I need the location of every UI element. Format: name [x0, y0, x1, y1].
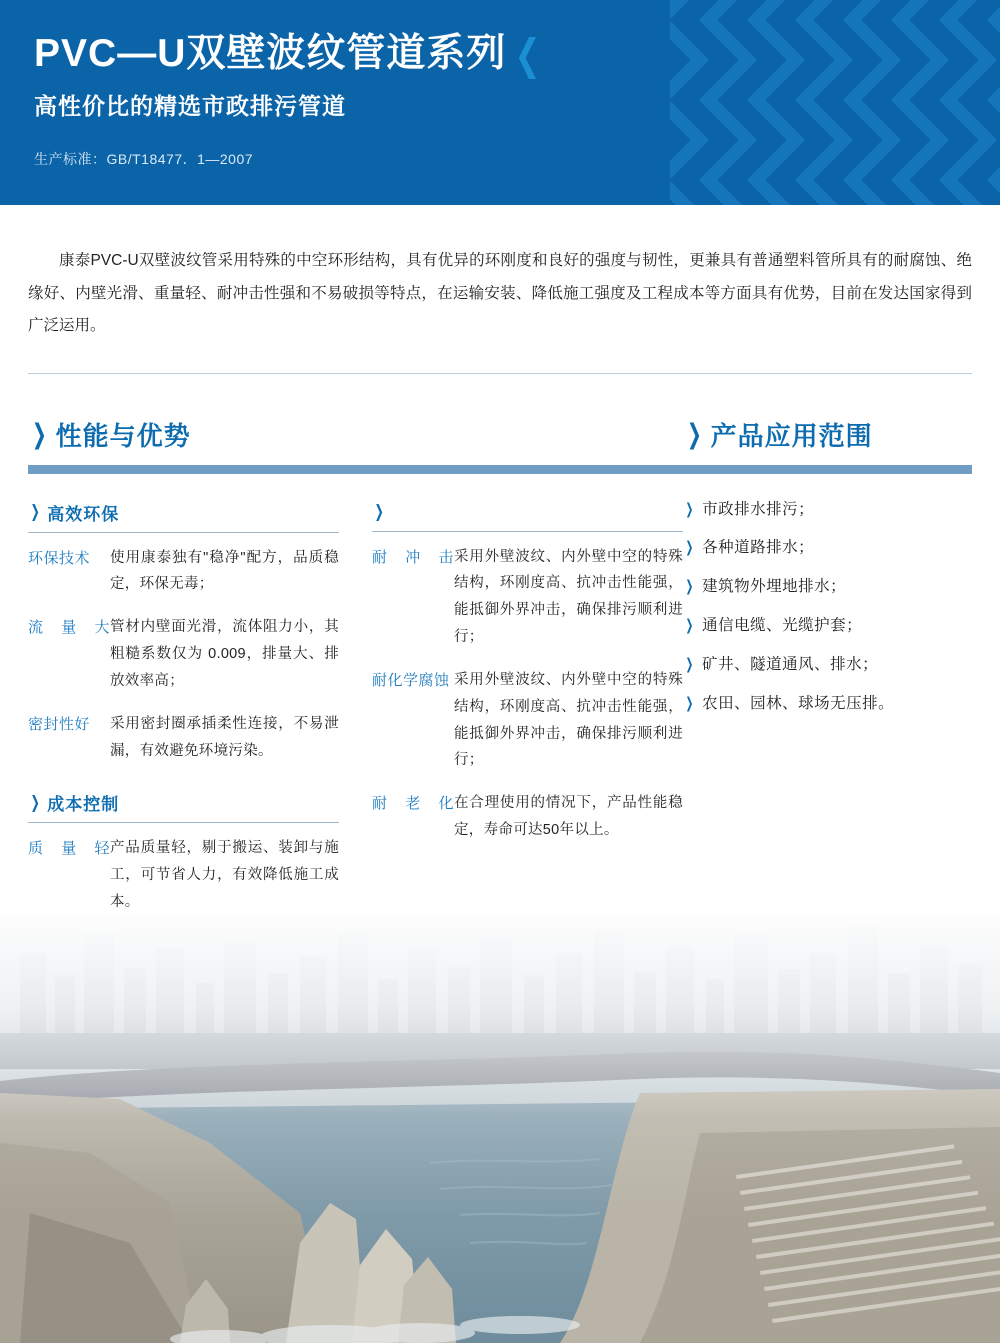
feature-item [372, 667, 683, 774]
feature-item [372, 790, 683, 844]
list-item-label: 矿井、隧道通风、排水； [702, 655, 879, 673]
list-item-label: 通信电缆、光缆护套； [702, 617, 863, 635]
list-item [683, 692, 972, 717]
chevron-left-icon: ❮ [514, 31, 542, 78]
application-section-heading [683, 416, 972, 453]
group-eco-heading [28, 500, 339, 533]
feature-desc: 在合理使用的情况下，产品性能稳定，寿命可达50年以上。 [454, 795, 683, 838]
feature-label: 耐 老 化 [372, 795, 454, 813]
group-durability-heading [372, 500, 683, 532]
production-standard: 生产标准：GB/T18477．1—2007 [34, 151, 254, 167]
chevron-right-icon: ❯ [685, 578, 694, 596]
performance-section-heading [28, 416, 683, 453]
feature-item [28, 711, 339, 765]
application-list [683, 498, 972, 717]
page-title: PVC—U双壁波纹管道系列 [34, 32, 507, 75]
intro-text: 康泰PVC-U双壁波纹管采用特殊的中空环形结构，具有优异的环刚度和良好的强度与韧性，更兼具有普通塑料管所具有的耐腐蚀、绝缘好、内壁光滑、重量轻、耐冲击性强和不易破损等特点，在运输安装、降低施工强度及工程成本等方面具有优势，目前在发达国家得到广泛运用。 [28, 252, 972, 335]
chevron-right-icon: ❯ [685, 617, 694, 635]
list-item-label: 农田、园林、球场无压排。 [702, 694, 895, 712]
performance-title: 性能与优势 [55, 420, 191, 451]
feature-item [28, 545, 339, 599]
group-eco [28, 500, 339, 932]
feature-desc: 使用康泰独有"稳净"配方，品质稳定，环保无毒； [110, 549, 339, 593]
content-area [0, 416, 1000, 932]
feature-label: 质 量 轻 [28, 840, 110, 858]
feature-label: 环保技术 [28, 549, 91, 567]
feature-desc: 管材内壁面光滑，流体阻力小，其粗糙系数仅为 0.009，排量大、排放效率高； [110, 619, 339, 689]
feature-desc: 采用密封圈承插柔性连接，不易泄漏，有效避免环境污染。 [110, 715, 339, 759]
group-cost-heading [28, 790, 339, 823]
feature-desc: 采用外壁波纹、内外壁中空的特殊结构，环刚度高、抗冲击性能强，能抵御外界冲击，确保排污顺利进行； [454, 548, 683, 646]
feature-item [372, 544, 683, 651]
list-item-label: 建筑物外埋地排水； [702, 578, 847, 596]
background-photo [0, 913, 1000, 1343]
application-column [683, 416, 972, 932]
group-durability [372, 500, 683, 932]
list-item-label: 市政排水排污； [702, 500, 815, 518]
chevron-right-icon: ❯ [685, 694, 694, 712]
feature-desc: 采用外壁波纹、内外壁中空的特殊结构，环刚度高、抗冲击性能强，能抵御外界冲击，确保排污顺利进行； [454, 671, 683, 769]
list-item-label: 各种道路排水； [702, 539, 815, 557]
chevron-right-icon: ❯ [685, 500, 694, 518]
feature-item [28, 835, 339, 915]
list-item [683, 614, 972, 639]
feature-label: 耐化学腐蚀 [372, 671, 450, 689]
chevron-right-icon: ❯ [30, 792, 40, 812]
application-divider [683, 465, 972, 474]
feature-label: 耐 冲 击 [372, 548, 454, 566]
performance-divider [28, 465, 683, 474]
chevron-right-icon: ❯ [685, 655, 694, 673]
list-item [683, 498, 972, 523]
list-item [683, 536, 972, 561]
performance-groups [28, 500, 683, 932]
chevron-right-icon: ❯ [30, 502, 40, 522]
photo-fade-overlay [0, 913, 1000, 1343]
feature-desc: 产品质量轻，剔于搬运、装卸与施工，可节省人力，有效降低施工成本。 [110, 840, 339, 910]
feature-label: 流 量 大 [28, 619, 110, 637]
feature-label: 密封性好 [28, 715, 91, 733]
performance-column [28, 416, 683, 932]
page-subtitle: 高性价比的精选市政排污管道 [34, 93, 346, 119]
page-header [0, 0, 1000, 205]
chevron-right-icon: ❯ [686, 418, 702, 449]
application-title: 产品应用范围 [710, 420, 873, 451]
header-title-row [34, 31, 1000, 78]
list-item [683, 575, 972, 600]
intro-block [28, 245, 972, 374]
group-cost-title: 成本控制 [47, 795, 120, 815]
chevron-right-icon: ❯ [685, 539, 694, 557]
chevron-right-icon: ❯ [31, 418, 47, 449]
chevron-right-icon: ❯ [374, 501, 384, 521]
list-item [683, 653, 972, 678]
feature-item [28, 614, 339, 694]
group-eco-title: 高效环保 [47, 504, 120, 524]
